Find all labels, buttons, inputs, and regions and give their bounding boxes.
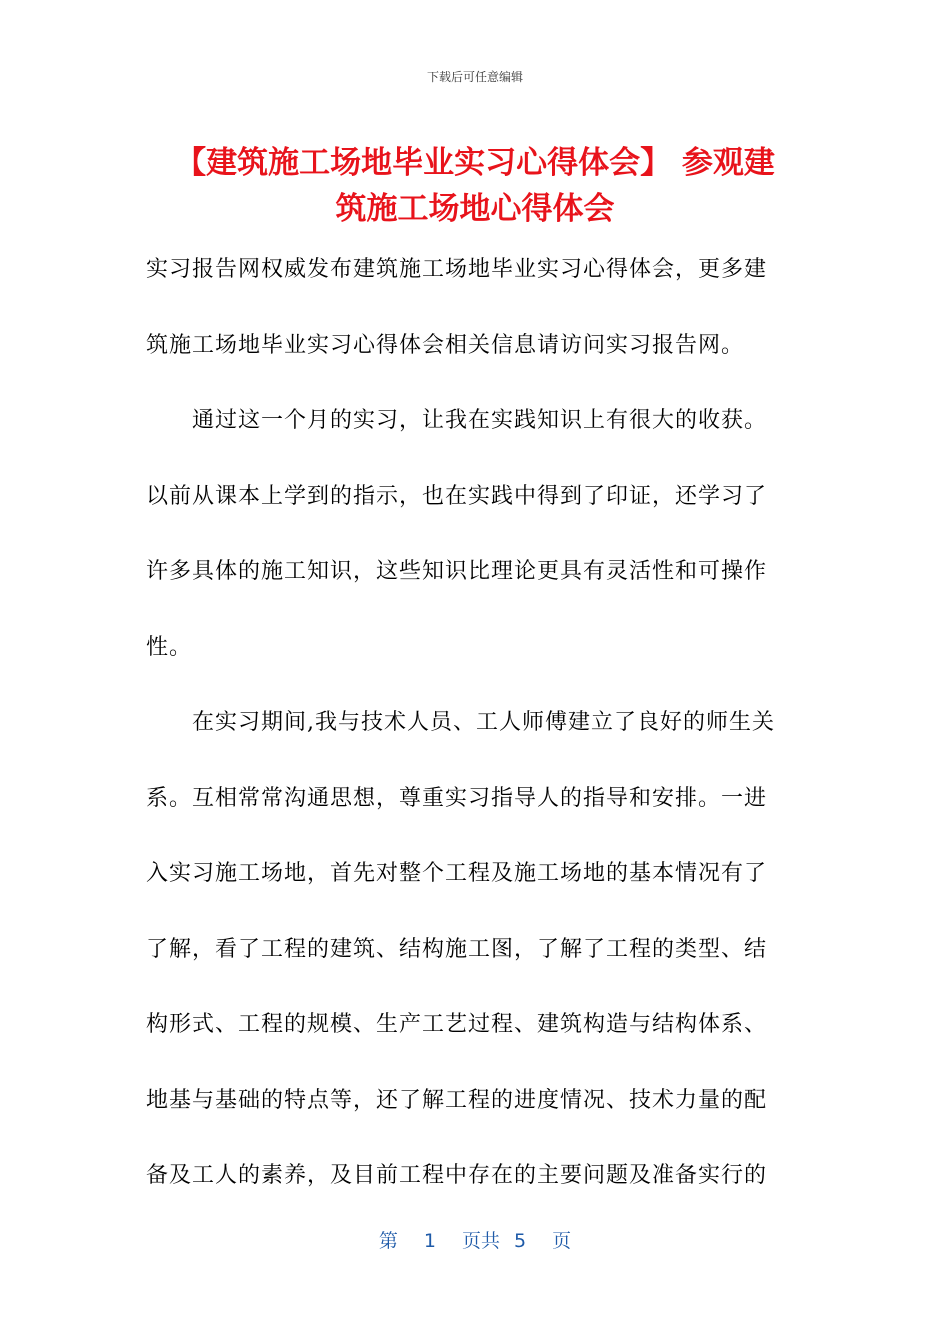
text-line: 许多具体的施工知识，这些知识比理论更具有灵活性和可操作 xyxy=(146,559,768,584)
paragraph-internship xyxy=(146,685,806,1214)
text-line: 筑施工场地毕业实习心得体会相关信息请访问实习报告网。 xyxy=(146,332,745,358)
text-line: 入实习施工场地，首先对整个工程及施工场地的基本情况有了 xyxy=(146,861,768,886)
footer-current-page: 1 xyxy=(423,1230,436,1252)
footer-total-suffix: 页 xyxy=(552,1230,572,1252)
text-line: 了解，看了工程的建筑、结构施工图，了解了工程的类型、结 xyxy=(146,936,768,962)
text-line: 系。互相常常沟通思想，尊重实习指导人的指导和安排。一进 xyxy=(146,785,768,811)
text-line: 构形式、工程的规模、生产工艺过程、建筑构造与结构体系、 xyxy=(146,1012,768,1037)
paragraph-harvest xyxy=(146,383,806,685)
text-line: 性。 xyxy=(146,634,193,660)
text-line: 通过这一个月的实习，让我在实践知识上有很大的收获。 xyxy=(146,408,768,433)
page-footer xyxy=(0,1226,950,1253)
document-title xyxy=(120,140,830,232)
text-line: 以前从课本上学到的指示，也在实践中得到了印证，还学习了 xyxy=(146,483,768,509)
text-line: 实习报告网权威发布建筑施工场地毕业实习心得体会，更多建 xyxy=(146,257,768,282)
text-line: 地基与基础的特点等，还了解工程的进度情况、技术力量的配 xyxy=(146,1087,768,1113)
text-line: 备及工人的素养，及目前工程中存在的主要问题及准备实行的 xyxy=(146,1163,768,1188)
title-line: 【建筑施工场地毕业实习心得体会】 参观建 xyxy=(175,145,775,181)
text-line: 在实习期间,我与技术人员、工人师傅建立了良好的师生关 xyxy=(146,710,775,735)
footer-total-pages: 5 xyxy=(514,1230,527,1252)
footer-page-label: 第 xyxy=(378,1230,398,1252)
header-note: 下载后可任意编辑 xyxy=(426,70,523,84)
footer-total-prefix: 页共 xyxy=(461,1230,500,1252)
title-line: 筑施工场地心得体会 xyxy=(335,191,615,227)
paragraph-intro xyxy=(146,232,806,383)
